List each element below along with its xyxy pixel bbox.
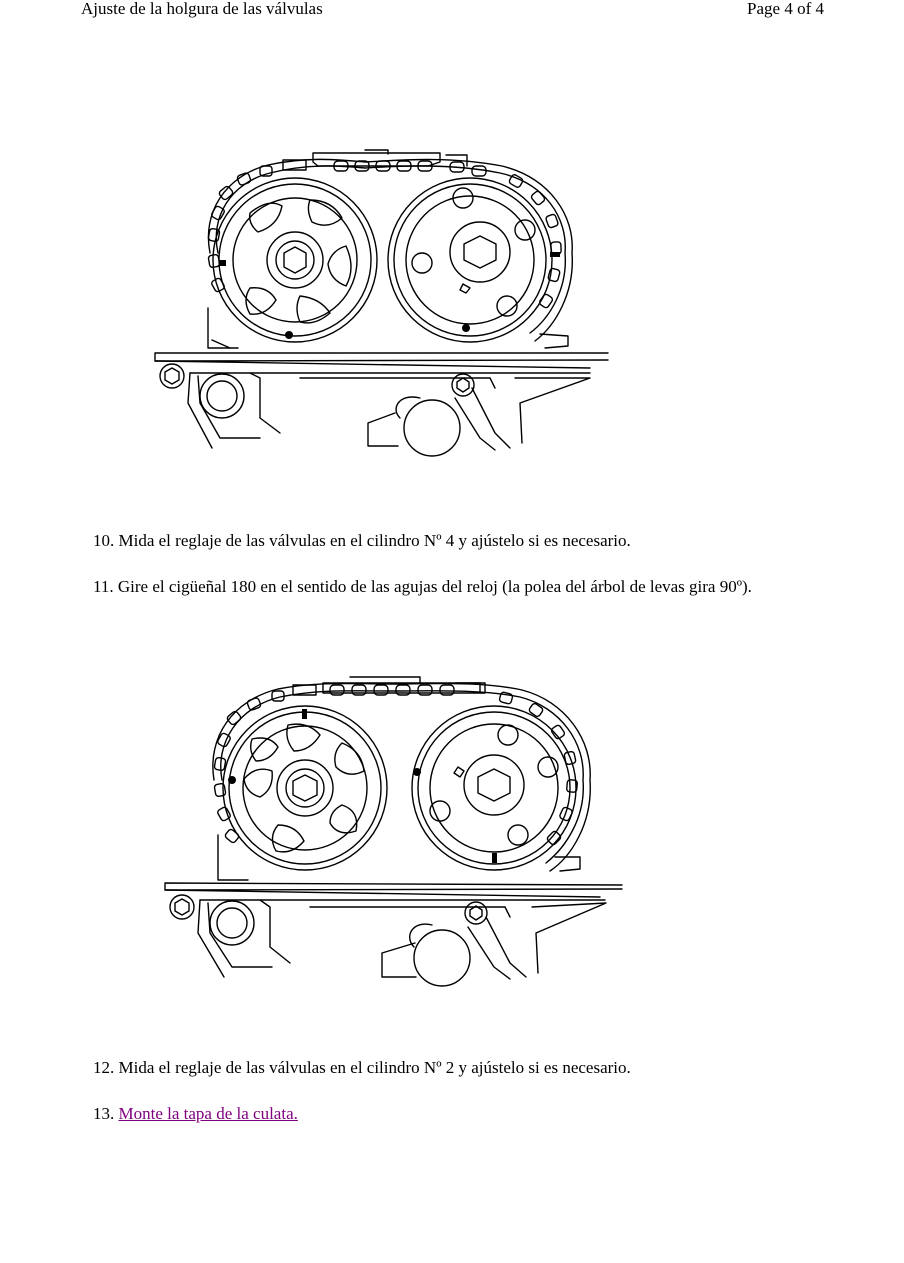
step-10-text: Mida el reglaje de las válvulas en el cilindro Nº 4 y ajústelo si es necesario. [118, 531, 631, 550]
step-13 [93, 1103, 298, 1125]
step-12-text: Mida el reglaje de las válvulas en el cilindro Nº 2 y ajústelo si es necesario. [118, 1058, 631, 1077]
step-12-number: 12. [93, 1058, 115, 1077]
camshaft-pulleys-figure-2 [160, 675, 630, 990]
step-10-number: 10. [93, 531, 115, 550]
camshaft-diagram-rotated [160, 675, 630, 990]
step-12 [93, 1057, 631, 1079]
camshaft-diagram [150, 148, 620, 458]
page-number: Page 4 of 4 [747, 0, 824, 18]
step-10 [93, 530, 631, 552]
camshaft-pulleys-figure-1 [150, 148, 620, 458]
step-11-text: Gire el cigüeñal 180 en el sentido de las agujas del reloj (la polea del árbol de levas gira 90º). [117, 577, 752, 596]
step-13-number: 13. [93, 1104, 115, 1123]
step-11 [93, 576, 752, 598]
header-title: Ajuste de la holgura de las válvulas [81, 0, 323, 18]
step-11-number: 11. [93, 577, 114, 596]
install-cylinder-head-cover-link[interactable]: Monte la tapa de la culata. [118, 1104, 298, 1123]
